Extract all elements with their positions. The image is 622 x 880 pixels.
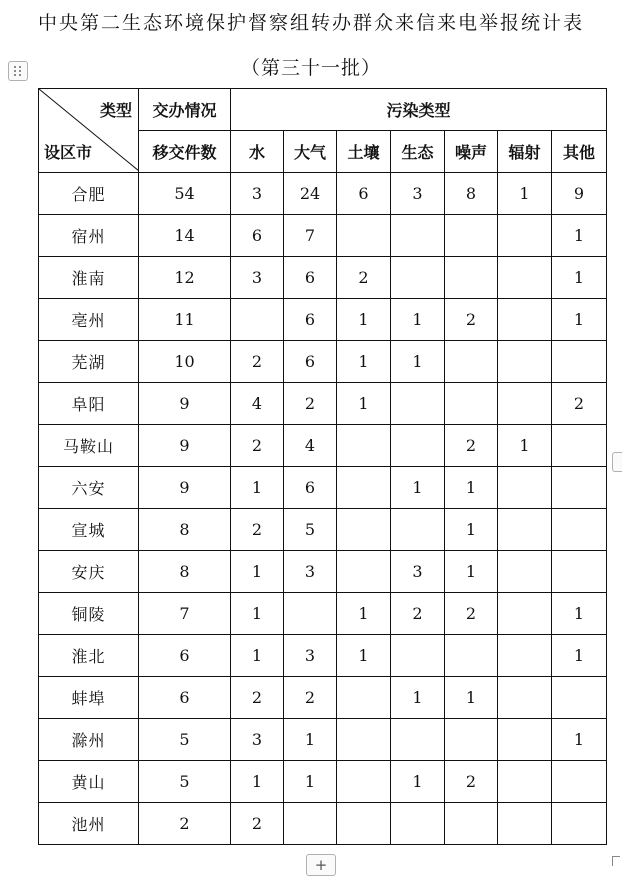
diagonal-header-cell[interactable] xyxy=(39,89,139,173)
table-row xyxy=(39,719,607,761)
pollution-count-cell[interactable] xyxy=(337,803,391,845)
transferred-count-cell[interactable]: 2 xyxy=(139,803,231,845)
pollution-count-cell[interactable]: 1 xyxy=(391,761,445,803)
pollution-count-cell[interactable]: 9 xyxy=(552,173,607,215)
pollution-count-cell[interactable] xyxy=(337,677,391,719)
pollution-count-cell[interactable]: 6 xyxy=(231,215,284,257)
pollution-count-cell[interactable]: 1 xyxy=(231,593,284,635)
city-cell[interactable]: 铜陵 xyxy=(39,593,139,635)
pollution-count-cell[interactable]: 2 xyxy=(552,383,607,425)
pollution-count-cell[interactable]: 3 xyxy=(231,719,284,761)
table-row xyxy=(39,257,607,299)
transferred-count-cell[interactable]: 9 xyxy=(139,383,231,425)
pollution-count-cell[interactable]: 1 xyxy=(337,635,391,677)
pollution-count-cell[interactable] xyxy=(498,635,552,677)
transferred-count-cell[interactable]: 14 xyxy=(139,215,231,257)
pollution-count-cell[interactable]: 1 xyxy=(445,467,498,509)
pollution-count-cell[interactable]: 1 xyxy=(337,299,391,341)
pollution-count-cell[interactable]: 1 xyxy=(498,425,552,467)
pollution-count-cell[interactable] xyxy=(284,803,337,845)
city-cell[interactable]: 宿州 xyxy=(39,215,139,257)
pollution-count-cell[interactable] xyxy=(391,509,445,551)
pollution-count-cell[interactable]: 2 xyxy=(284,383,337,425)
pollution-count-cell[interactable] xyxy=(498,719,552,761)
pollution-count-cell[interactable]: 1 xyxy=(445,677,498,719)
pollution-count-cell[interactable]: 24 xyxy=(284,173,337,215)
pollution-count-cell[interactable]: 2 xyxy=(231,677,284,719)
pollution-count-cell[interactable]: 1 xyxy=(552,593,607,635)
pollution-count-cell[interactable] xyxy=(498,803,552,845)
pollution-count-cell[interactable]: 2 xyxy=(445,761,498,803)
pollution-type-ecology[interactable]: 生态 xyxy=(391,131,445,173)
pollution-count-cell[interactable] xyxy=(498,383,552,425)
statistics-table xyxy=(38,88,607,845)
document-title: 中央第二生态环境保护督察组转办群众来信来电举报统计表 xyxy=(37,12,584,34)
pollution-count-cell[interactable]: 1 xyxy=(552,257,607,299)
pollution-count-cell[interactable] xyxy=(391,215,445,257)
add-row-button[interactable]: + xyxy=(306,854,336,876)
transferred-count-cell[interactable]: 5 xyxy=(139,761,231,803)
pollution-count-cell[interactable] xyxy=(445,719,498,761)
transferred-count-header[interactable]: 移交件数 xyxy=(139,131,231,173)
table-row xyxy=(39,341,607,383)
handling-header[interactable]: 交办情况 xyxy=(139,89,231,131)
pollution-type-water[interactable]: 水 xyxy=(231,131,284,173)
pollution-count-cell[interactable]: 1 xyxy=(391,467,445,509)
city-cell[interactable]: 宣城 xyxy=(39,509,139,551)
pollution-count-cell[interactable] xyxy=(552,509,607,551)
pollution-count-cell[interactable]: 1 xyxy=(284,719,337,761)
pollution-count-cell[interactable]: 1 xyxy=(552,215,607,257)
pollution-count-cell[interactable] xyxy=(552,761,607,803)
city-cell[interactable]: 滁州 xyxy=(39,719,139,761)
transferred-count-cell[interactable]: 11 xyxy=(139,299,231,341)
transferred-count-cell[interactable]: 10 xyxy=(139,341,231,383)
pollution-count-cell[interactable]: 3 xyxy=(284,635,337,677)
table-row xyxy=(39,635,607,677)
city-cell[interactable]: 芜湖 xyxy=(39,341,139,383)
pollution-count-cell[interactable]: 1 xyxy=(552,635,607,677)
transferred-count-cell[interactable]: 8 xyxy=(139,551,231,593)
table-row xyxy=(39,593,607,635)
pollution-count-cell[interactable]: 1 xyxy=(552,299,607,341)
transferred-count-cell[interactable]: 8 xyxy=(139,509,231,551)
pollution-count-cell[interactable]: 8 xyxy=(445,173,498,215)
pollution-count-cell[interactable]: 6 xyxy=(284,257,337,299)
pollution-type-air[interactable]: 大气 xyxy=(284,131,337,173)
city-cell[interactable]: 阜阳 xyxy=(39,383,139,425)
type-label: 类型 xyxy=(99,101,132,120)
table-row xyxy=(39,215,607,257)
pollution-count-cell[interactable]: 4 xyxy=(231,383,284,425)
pollution-count-cell[interactable] xyxy=(552,677,607,719)
pollution-count-cell[interactable] xyxy=(391,383,445,425)
pollution-count-cell[interactable]: 1 xyxy=(498,173,552,215)
pollution-count-cell[interactable]: 1 xyxy=(552,719,607,761)
pollution-count-cell[interactable] xyxy=(498,509,552,551)
pollution-type-soil[interactable]: 土壤 xyxy=(337,131,391,173)
pollution-count-cell[interactable]: 4 xyxy=(284,425,337,467)
pollution-count-cell[interactable] xyxy=(552,467,607,509)
pollution-count-cell[interactable]: 2 xyxy=(445,425,498,467)
pollution-type-other[interactable]: 其他 xyxy=(552,131,607,173)
pollution-count-cell[interactable]: 3 xyxy=(231,173,284,215)
pollution-type-noise[interactable]: 噪声 xyxy=(445,131,498,173)
pollution-count-cell[interactable] xyxy=(552,551,607,593)
pollution-count-cell[interactable] xyxy=(337,509,391,551)
pollution-count-cell[interactable]: 1 xyxy=(391,677,445,719)
pollution-count-cell[interactable] xyxy=(445,257,498,299)
pollution-count-cell[interactable] xyxy=(498,551,552,593)
pollution-count-cell[interactable]: 2 xyxy=(445,593,498,635)
pollution-count-cell[interactable] xyxy=(445,803,498,845)
pollution-count-cell[interactable]: 2 xyxy=(445,299,498,341)
pollution-count-cell[interactable]: 1 xyxy=(337,383,391,425)
pollution-count-cell[interactable] xyxy=(445,215,498,257)
pollution-count-cell[interactable] xyxy=(337,425,391,467)
pollution-count-cell[interactable]: 3 xyxy=(391,173,445,215)
city-cell[interactable]: 六安 xyxy=(39,467,139,509)
city-cell[interactable]: 淮北 xyxy=(39,635,139,677)
pollution-count-cell[interactable] xyxy=(391,257,445,299)
pollution-count-cell[interactable] xyxy=(391,803,445,845)
document-subtitle: （第三十一批） xyxy=(240,57,381,79)
pollution-count-cell[interactable]: 6 xyxy=(284,299,337,341)
city-cell[interactable]: 池州 xyxy=(39,803,139,845)
transferred-count-cell[interactable]: 7 xyxy=(139,593,231,635)
pollution-count-cell[interactable]: 6 xyxy=(337,173,391,215)
pollution-count-cell[interactable] xyxy=(552,425,607,467)
pollution-count-cell[interactable] xyxy=(391,719,445,761)
pollution-count-cell[interactable] xyxy=(337,719,391,761)
city-cell[interactable]: 合肥 xyxy=(39,173,139,215)
table-row xyxy=(39,299,607,341)
transferred-count-cell[interactable]: 5 xyxy=(139,719,231,761)
pollution-count-cell[interactable] xyxy=(552,341,607,383)
pollution-count-cell[interactable] xyxy=(337,551,391,593)
city-cell[interactable]: 安庆 xyxy=(39,551,139,593)
pollution-count-cell[interactable] xyxy=(337,215,391,257)
table-move-handle-icon[interactable] xyxy=(8,61,28,81)
pollution-count-cell[interactable] xyxy=(391,425,445,467)
pollution-count-cell[interactable]: 1 xyxy=(231,635,284,677)
pollution-count-cell[interactable]: 1 xyxy=(284,761,337,803)
pollution-count-cell[interactable]: 3 xyxy=(231,257,284,299)
city-cell[interactable]: 淮南 xyxy=(39,257,139,299)
pollution-count-cell[interactable]: 1 xyxy=(337,593,391,635)
pollution-count-cell[interactable] xyxy=(498,257,552,299)
pollution-count-cell[interactable]: 1 xyxy=(337,341,391,383)
city-cell[interactable]: 黄山 xyxy=(39,761,139,803)
table-row xyxy=(39,803,607,845)
pollution-count-cell[interactable] xyxy=(552,803,607,845)
table-row xyxy=(39,551,607,593)
pollution-count-cell[interactable]: 6 xyxy=(284,341,337,383)
transferred-count-cell[interactable]: 9 xyxy=(139,467,231,509)
table-row xyxy=(39,425,607,467)
page-corner-mark xyxy=(612,856,620,866)
pollution-count-cell[interactable] xyxy=(445,383,498,425)
pollution-count-cell[interactable] xyxy=(391,635,445,677)
table-row xyxy=(39,677,607,719)
table-row xyxy=(39,509,607,551)
pollution-count-cell[interactable]: 2 xyxy=(231,509,284,551)
pollution-count-cell[interactable]: 2 xyxy=(284,677,337,719)
transferred-count-cell[interactable]: 12 xyxy=(139,257,231,299)
pollution-count-cell[interactable]: 2 xyxy=(337,257,391,299)
city-cell[interactable]: 马鞍山 xyxy=(39,425,139,467)
pollution-count-cell[interactable] xyxy=(498,299,552,341)
pollution-count-cell[interactable] xyxy=(498,677,552,719)
pollution-count-cell[interactable] xyxy=(498,215,552,257)
transferred-count-cell[interactable]: 6 xyxy=(139,635,231,677)
city-cell[interactable]: 亳州 xyxy=(39,299,139,341)
pollution-count-cell[interactable]: 1 xyxy=(391,341,445,383)
pollution-count-cell[interactable]: 3 xyxy=(284,551,337,593)
pollution-count-cell[interactable]: 2 xyxy=(231,803,284,845)
pollution-count-cell[interactable] xyxy=(498,467,552,509)
pollution-count-cell[interactable]: 5 xyxy=(284,509,337,551)
pollution-type-header[interactable]: 污染类型 xyxy=(231,89,607,131)
pollution-count-cell[interactable]: 2 xyxy=(231,341,284,383)
city-cell[interactable]: 蚌埠 xyxy=(39,677,139,719)
pollution-count-cell[interactable] xyxy=(498,593,552,635)
pollution-count-cell[interactable] xyxy=(337,761,391,803)
region-label: 设区市 xyxy=(44,143,93,162)
pollution-count-cell[interactable]: 1 xyxy=(231,551,284,593)
pollution-count-cell[interactable]: 2 xyxy=(231,425,284,467)
pollution-count-cell[interactable]: 6 xyxy=(284,467,337,509)
pollution-count-cell[interactable]: 3 xyxy=(391,551,445,593)
table-resize-handle[interactable] xyxy=(612,452,622,472)
pollution-count-cell[interactable]: 1 xyxy=(445,509,498,551)
pollution-count-cell[interactable] xyxy=(498,341,552,383)
pollution-count-cell[interactable] xyxy=(284,593,337,635)
pollution-count-cell[interactable]: 1 xyxy=(445,551,498,593)
transferred-count-cell[interactable]: 9 xyxy=(139,425,231,467)
table-row xyxy=(39,467,607,509)
pollution-count-cell[interactable] xyxy=(498,761,552,803)
pollution-count-cell[interactable] xyxy=(337,467,391,509)
pollution-count-cell[interactable]: 2 xyxy=(391,593,445,635)
pollution-type-radiation[interactable]: 辐射 xyxy=(498,131,552,173)
transferred-count-cell[interactable]: 54 xyxy=(139,173,231,215)
pollution-count-cell[interactable]: 1 xyxy=(231,467,284,509)
table-row xyxy=(39,173,607,215)
table-row xyxy=(39,761,607,803)
pollution-count-cell[interactable] xyxy=(445,635,498,677)
pollution-count-cell[interactable]: 1 xyxy=(231,761,284,803)
header-row-1 xyxy=(39,89,607,131)
pollution-count-cell[interactable] xyxy=(231,299,284,341)
table-row xyxy=(39,383,607,425)
pollution-count-cell[interactable] xyxy=(445,341,498,383)
pollution-count-cell[interactable]: 1 xyxy=(391,299,445,341)
pollution-count-cell[interactable]: 7 xyxy=(284,215,337,257)
transferred-count-cell[interactable]: 6 xyxy=(139,677,231,719)
